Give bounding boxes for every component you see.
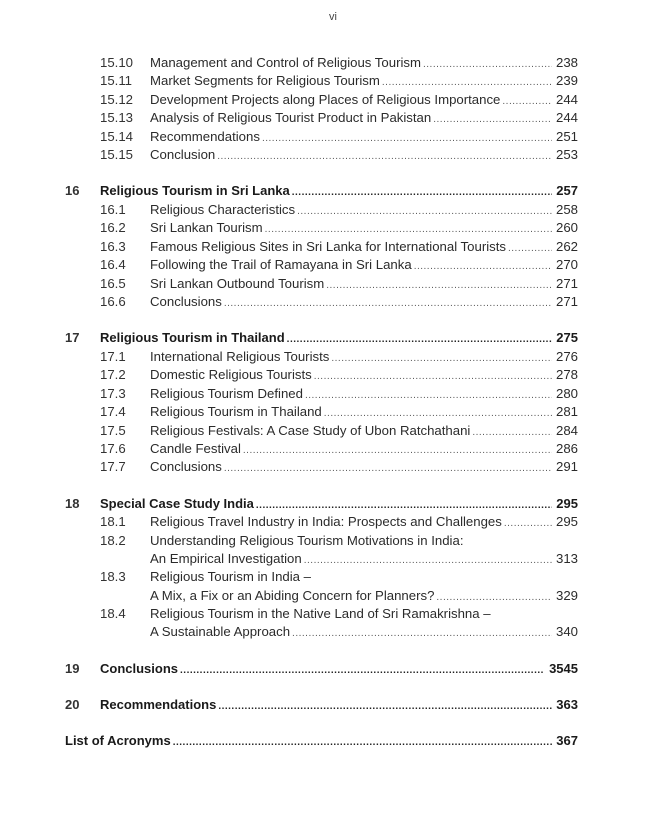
dot-leader: [180, 662, 544, 680]
toc-section-entry[interactable]: [0, 550, 666, 568]
entry-title-wrap: [150, 293, 552, 313]
entry-number: 19: [65, 661, 80, 676]
toc-section-entry[interactable]: [0, 440, 666, 458]
toc-chapter-entry[interactable]: [0, 660, 666, 678]
entry-number: 17.4: [100, 404, 126, 419]
dot-leader: [217, 148, 552, 166]
entry-title[interactable]: Market Segments for Religious Tourism: [150, 73, 380, 88]
toc-section-entry[interactable]: [0, 385, 666, 403]
entry-number: 18: [65, 496, 80, 511]
toc-section-entry[interactable]: [0, 219, 666, 237]
toc-section-entry[interactable]: [0, 201, 666, 219]
entry-title[interactable]: Religious Tourism in Thailand: [100, 330, 285, 345]
entry-number: 16.5: [100, 276, 126, 291]
entry-page-number[interactable]: 295: [555, 514, 578, 529]
entry-page-number[interactable]: 363: [556, 697, 578, 712]
entry-page-number[interactable]: 244: [555, 110, 578, 125]
entry-title[interactable]: Religious Travel Industry in India: Prospects and Challenges: [150, 514, 502, 529]
entry-page-number[interactable]: 284: [555, 423, 578, 438]
entry-page-number[interactable]: 276: [555, 349, 578, 364]
entry-page-number[interactable]: 340: [555, 624, 578, 639]
entry-title[interactable]: Conclusions: [100, 661, 179, 676]
entry-number: 17.7: [100, 459, 126, 474]
entry-page-number[interactable]: 244: [555, 92, 578, 107]
dot-leader: [314, 368, 552, 386]
toc-section-entry[interactable]: [0, 366, 666, 384]
entry-number: 17.5: [100, 423, 126, 438]
entry-page-number[interactable]: 239: [555, 73, 578, 88]
entry-title[interactable]: Management and Control of Religious Tourism: [150, 55, 421, 70]
entry-title-wrap: [150, 128, 552, 148]
entry-title[interactable]: Religious Tourism in India –: [150, 569, 312, 584]
entry-title[interactable]: Religious Festivals: A Case Study of Ubon Ratchathani: [150, 423, 471, 438]
entry-number: 18.2: [100, 533, 126, 548]
toc-section-entry[interactable]: [0, 238, 666, 256]
entry-page-number[interactable]: 260: [555, 220, 578, 235]
entry-title-wrap: [150, 550, 552, 570]
entry-title-wrap: [150, 366, 552, 386]
entry-page-number[interactable]: 238: [555, 55, 578, 70]
toc-chapter-entry[interactable]: [0, 182, 666, 200]
entry-page-number[interactable]: 295: [556, 496, 578, 511]
entry-title-wrap: [150, 348, 552, 368]
entry-title[interactable]: Special Case Study India: [100, 496, 254, 511]
toc-section-entry[interactable]: [0, 568, 666, 586]
page-number: vi: [329, 11, 337, 23]
entry-title[interactable]: Famous Religious Sites in Sri Lanka for International Tourists: [150, 239, 506, 254]
toc-section-entry[interactable]: [0, 91, 666, 109]
entry-page-number[interactable]: 270: [555, 257, 578, 272]
toc-section-entry[interactable]: [0, 623, 666, 641]
toc-section-entry[interactable]: [0, 72, 666, 90]
entry-title[interactable]: Religious Tourism in Thailand: [150, 404, 322, 419]
toc-section-entry[interactable]: [0, 256, 666, 274]
entry-title-wrap: [150, 605, 552, 623]
dot-leader: [218, 698, 552, 716]
entry-number: 20: [65, 697, 80, 712]
entry-page-number[interactable]: 329: [555, 588, 578, 603]
entry-title[interactable]: Recommendations: [150, 129, 260, 144]
entry-title[interactable]: Conclusion: [150, 147, 216, 162]
dot-leader: [292, 625, 552, 643]
dot-leader: [287, 331, 552, 349]
entry-title-wrap: [150, 403, 552, 423]
entry-page-number[interactable]: 291: [555, 459, 578, 474]
toc-chapter-entry[interactable]: [0, 732, 666, 750]
entry-title[interactable]: Religious Tourism in the Native Land of Sri Ramakrishna –: [150, 606, 491, 621]
entry-title[interactable]: A Sustainable Approach: [150, 624, 291, 639]
entry-page-number[interactable]: 278: [555, 367, 578, 382]
entry-page-number[interactable]: 3545: [549, 661, 578, 676]
toc-section-entry[interactable]: [0, 275, 666, 293]
entry-title-wrap: [65, 732, 552, 752]
entry-number: 15.10: [100, 55, 134, 70]
entry-title-wrap: [150, 146, 552, 166]
entry-title-wrap: [150, 238, 552, 258]
entry-number: 16: [65, 183, 80, 198]
entry-number: 18.1: [100, 514, 126, 529]
entry-title-wrap: [150, 275, 552, 295]
entry-page-number[interactable]: 257: [556, 183, 578, 198]
entry-number: 15.11: [100, 73, 133, 88]
entry-page-number[interactable]: 286: [555, 441, 578, 456]
entry-page-number[interactable]: 271: [555, 276, 578, 291]
entry-title-wrap: [150, 568, 552, 586]
entry-title[interactable]: Understanding Religious Tourism Motivations in India:: [150, 533, 464, 548]
entry-title-wrap: [100, 495, 552, 515]
entry-title-wrap: [150, 219, 552, 239]
entry-number: 17.6: [100, 441, 126, 456]
entry-title[interactable]: Domestic Religious Tourists: [150, 367, 312, 382]
entry-title-wrap: [150, 385, 552, 405]
entry-title-wrap: [100, 696, 552, 716]
toc-section-entry[interactable]: [0, 403, 666, 421]
toc-section-entry[interactable]: [0, 146, 666, 164]
entry-title-wrap: [150, 587, 552, 607]
entry-title-wrap: [150, 440, 552, 460]
entry-number: 15.13: [100, 110, 134, 125]
toc-section-entry[interactable]: [0, 458, 666, 476]
entry-number: 18.4: [100, 606, 126, 621]
entry-title[interactable]: Recommendations: [100, 697, 217, 712]
toc-section-entry[interactable]: [0, 293, 666, 311]
toc-section-entry[interactable]: [0, 422, 666, 440]
entry-number: 15.14: [100, 129, 134, 144]
dot-leader: [224, 460, 552, 478]
entry-title-wrap: [100, 182, 552, 202]
entry-number: 16.2: [100, 220, 126, 235]
entry-title-wrap: [150, 91, 552, 111]
entry-page-number[interactable]: 258: [555, 202, 578, 217]
entry-page-number[interactable]: 367: [556, 733, 578, 748]
entry-number: 16.1: [100, 202, 126, 217]
entry-number: 15.15: [100, 147, 134, 162]
entry-number: 15.12: [100, 92, 134, 107]
entry-title-wrap: [100, 329, 552, 349]
dot-leader: [224, 295, 552, 313]
entry-page-number[interactable]: 313: [555, 551, 578, 566]
toc-section-entry[interactable]: [0, 605, 666, 623]
toc-section-entry[interactable]: [0, 109, 666, 127]
entry-title[interactable]: Sri Lankan Outbound Tourism: [150, 276, 325, 291]
entry-title[interactable]: Following the Trail of Ramayana in Sri Lanka: [150, 257, 412, 272]
entry-title[interactable]: International Religious Tourists: [150, 349, 330, 364]
dot-leader: [382, 74, 552, 92]
dot-leader: [324, 405, 552, 423]
toc-section-entry[interactable]: [0, 587, 666, 605]
dot-leader: [414, 258, 552, 276]
entry-title-wrap: [150, 532, 552, 550]
entry-page-number[interactable]: 275: [556, 330, 578, 345]
entry-title[interactable]: Religious Characteristics: [150, 202, 296, 217]
entry-number: 17: [65, 330, 80, 345]
dot-leader: [265, 221, 552, 239]
dot-leader: [173, 734, 552, 752]
entry-number: 17.3: [100, 386, 126, 401]
dot-leader: [433, 111, 552, 129]
entry-title-wrap: [150, 54, 552, 74]
toc-chapter-entry[interactable]: [0, 329, 666, 347]
entry-number: 16.6: [100, 294, 126, 309]
entry-title-wrap: [150, 422, 552, 442]
entry-page-number[interactable]: 280: [555, 386, 578, 401]
entry-title[interactable]: A Mix, a Fix or an Abiding Concern for Planners?: [150, 588, 435, 603]
entry-title[interactable]: Sri Lankan Tourism: [150, 220, 263, 235]
entry-title-wrap: [150, 623, 552, 643]
entry-title-wrap: [150, 201, 552, 221]
entry-title-wrap: [150, 513, 552, 533]
entry-page-number[interactable]: 281: [555, 404, 578, 419]
entry-title[interactable]: Religious Tourism Defined: [150, 386, 303, 401]
entry-title[interactable]: Development Projects along Places of Religious Importance: [150, 92, 501, 107]
toc-section-entry[interactable]: [0, 54, 666, 72]
entry-title-wrap: [150, 256, 552, 276]
entry-title-wrap: [150, 109, 552, 129]
entry-title[interactable]: Analysis of Religious Tourist Product in Pakistan: [150, 110, 432, 125]
entry-title[interactable]: Conclusions: [150, 294, 222, 309]
entry-title-wrap: [150, 72, 552, 92]
toc-section-entry[interactable]: [0, 513, 666, 531]
entry-title[interactable]: List of Acronyms: [65, 733, 171, 748]
entry-number: 18.3: [100, 569, 126, 584]
entry-number: 16.3: [100, 239, 126, 254]
entry-title-wrap: [150, 458, 552, 478]
toc-section-entry[interactable]: [0, 532, 666, 550]
toc-chapter-entry[interactable]: [0, 495, 666, 513]
entry-title[interactable]: An Empirical Investigation: [150, 551, 302, 566]
entry-number: 17.1: [100, 349, 126, 364]
entry-number: 17.2: [100, 367, 126, 382]
entry-title-wrap: [100, 660, 544, 680]
entry-title[interactable]: Candle Festival: [150, 441, 241, 456]
toc-section-entry[interactable]: [0, 128, 666, 146]
entry-page-number[interactable]: 271: [555, 294, 578, 309]
entry-page-number[interactable]: 251: [555, 129, 578, 144]
entry-title[interactable]: Conclusions: [150, 459, 222, 474]
entry-number: 16.4: [100, 257, 126, 272]
toc-section-entry[interactable]: [0, 348, 666, 366]
entry-title[interactable]: Religious Tourism in Sri Lanka: [100, 183, 290, 198]
entry-page-number[interactable]: 262: [555, 239, 578, 254]
entry-page-number[interactable]: 253: [555, 147, 578, 162]
dot-leader: [292, 184, 552, 202]
toc-chapter-entry[interactable]: [0, 696, 666, 714]
